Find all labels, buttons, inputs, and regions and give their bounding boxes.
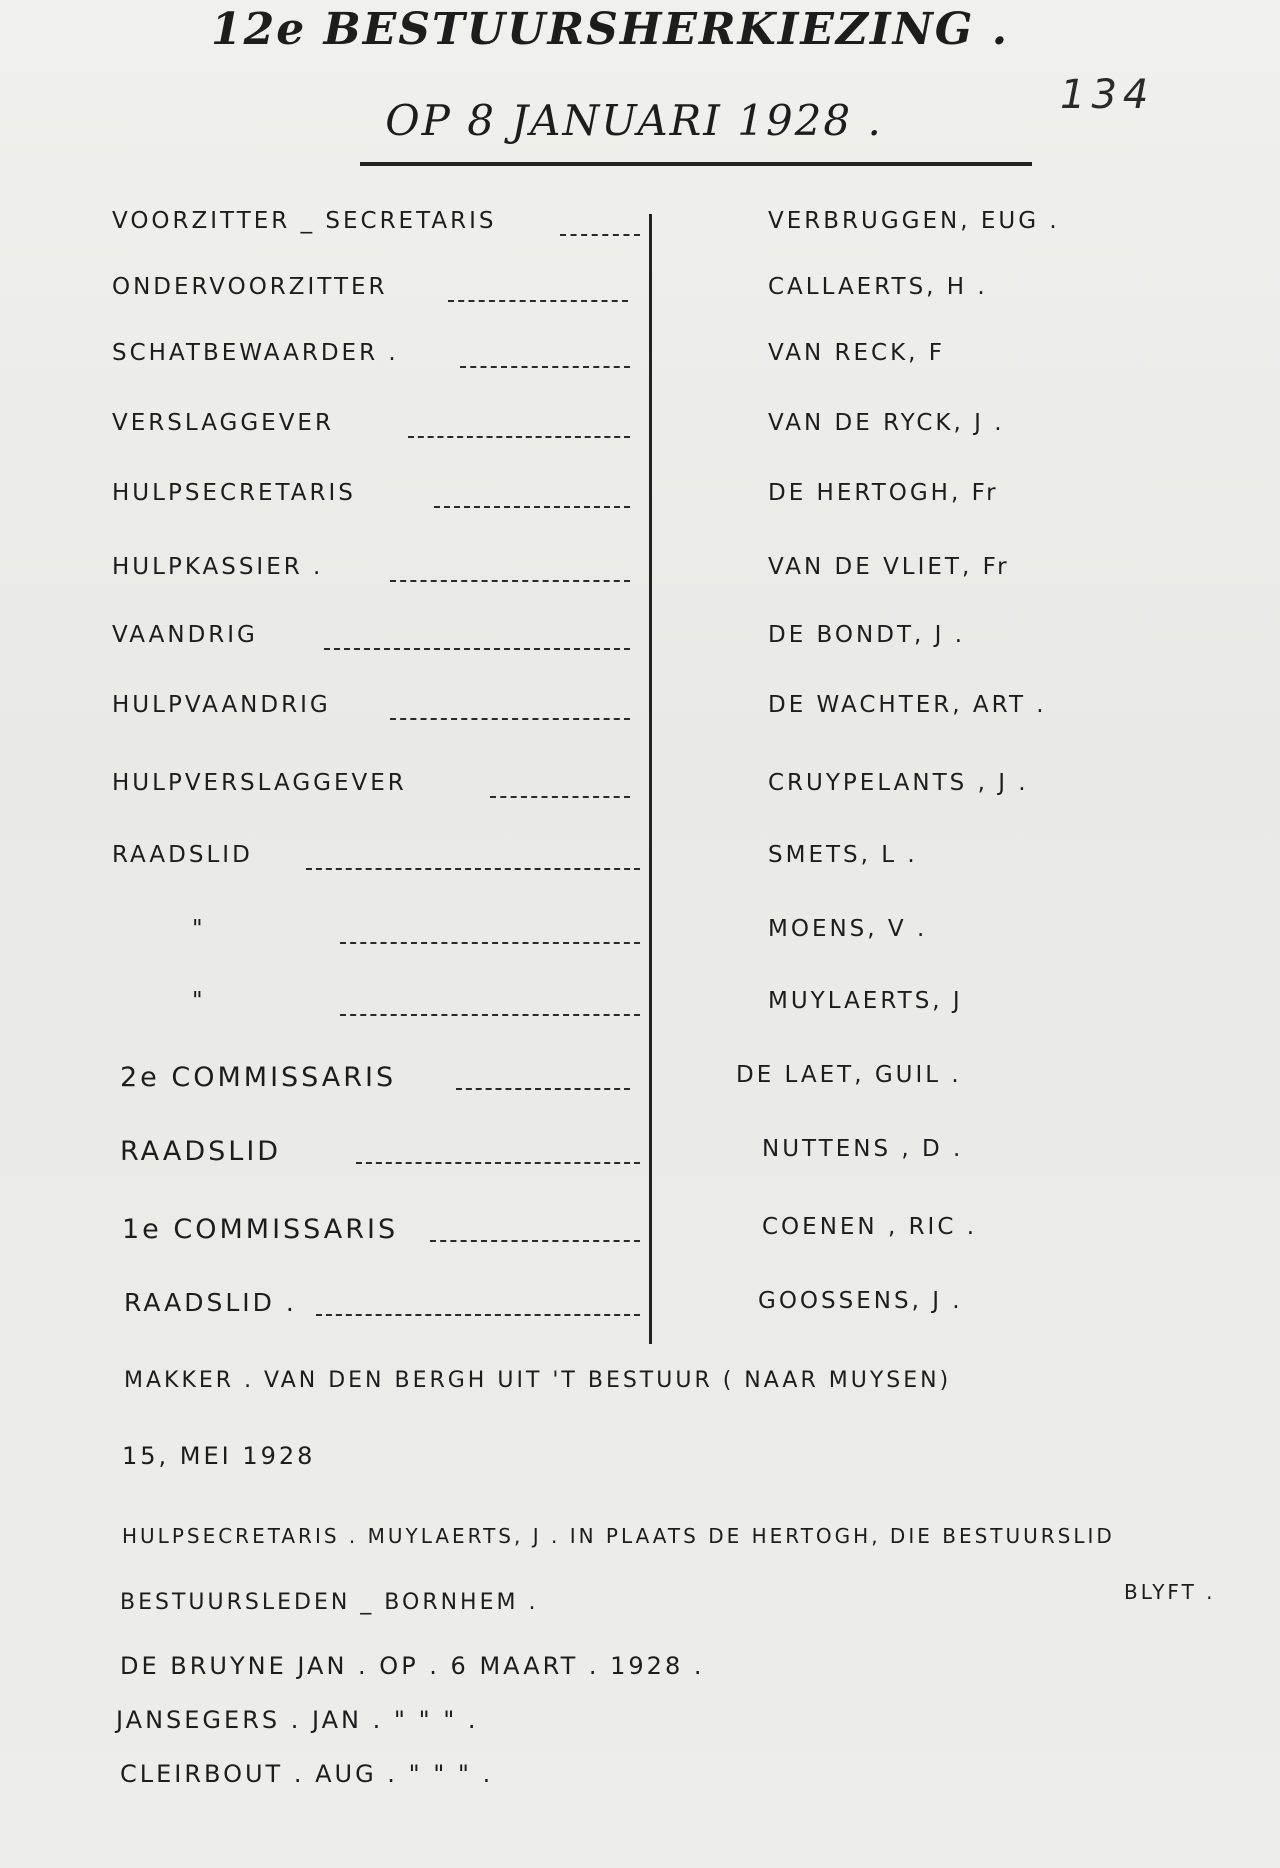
- board-member-name: SMETS, L .: [768, 842, 918, 868]
- board-role: ONDERVOORZITTER: [112, 274, 388, 300]
- dotted-leader: [306, 868, 640, 870]
- board-row: [0, 988, 1280, 1028]
- dotted-leader: [560, 234, 640, 236]
- board-row: [0, 770, 1280, 810]
- board-member-name: DE WACHTER, ART .: [768, 692, 1047, 718]
- board-row: [0, 622, 1280, 662]
- board-member-name: GOOSSENS, J .: [758, 1288, 963, 1314]
- board-role: VERSLAGGEVER: [112, 410, 334, 436]
- dotted-leader: [448, 300, 628, 302]
- board-role: HULPVAANDRIG: [112, 692, 331, 718]
- board-role: HULPVERSLAGGEVER: [112, 770, 407, 796]
- board-role: RAADSLID: [120, 1136, 282, 1167]
- board-row: [0, 208, 1280, 248]
- dotted-leader: [460, 366, 630, 368]
- dotted-leader: [316, 1314, 640, 1316]
- note-member-entry: DE BRUYNE JAN . OP . 6 MAART . 1928 .: [120, 1652, 705, 1680]
- dotted-leader: [390, 580, 630, 582]
- note-replacement: HULPSECRETARIS . MUYLAERTS, J . IN PLAATS DE HERTOGH, DIE BESTUURSLID: [122, 1524, 1115, 1548]
- board-row: [0, 480, 1280, 520]
- page-number: 134: [1060, 72, 1155, 118]
- board-member-name: VERBRUGGEN, EUG .: [768, 208, 1060, 234]
- board-row: [0, 1288, 1280, 1328]
- board-member-name: NUTTENS , D .: [762, 1136, 964, 1162]
- note-bornhem-heading: BESTUURSLEDEN _ BORNHEM .: [120, 1590, 539, 1615]
- board-member-name: CRUYPELANTS , J .: [768, 770, 1029, 796]
- note-member-entry: CLEIRBOUT . AUG . " " " .: [120, 1760, 494, 1788]
- board-row: [0, 554, 1280, 594]
- board-row: [0, 1214, 1280, 1254]
- board-role: HULPKASSIER .: [112, 554, 324, 580]
- dotted-leader: [456, 1088, 630, 1090]
- board-row: [0, 340, 1280, 380]
- dotted-leader: [390, 718, 630, 720]
- board-role: 1e COMMISSARIS: [122, 1214, 399, 1245]
- note-member-entry: JANSEGERS . JAN . " " " .: [116, 1706, 479, 1734]
- ditto-mark: ": [192, 916, 206, 942]
- dotted-leader: [408, 436, 630, 438]
- board-role: RAADSLID: [112, 842, 253, 868]
- board-row: [0, 842, 1280, 882]
- board-row: [0, 916, 1280, 956]
- board-member-name: VAN RECK, F: [768, 340, 946, 366]
- board-member-name: DE BONDT, J .: [768, 622, 966, 648]
- board-member-name: DE HERTOGH, Fr: [768, 480, 999, 506]
- board-role: HULPSECRETARIS: [112, 480, 356, 506]
- board-role: SCHATBEWAARDER .: [112, 340, 399, 366]
- board-role: VAANDRIG: [112, 622, 258, 648]
- note-replacement-continued: BLYFT .: [1124, 1580, 1216, 1604]
- board-row: [0, 692, 1280, 732]
- board-role: VOORZITTER _ SECRETARIS: [112, 208, 497, 234]
- board-member-name: VAN DE VLIET, Fr: [768, 554, 1010, 580]
- board-member-name: VAN DE RYCK, J .: [768, 410, 1005, 436]
- document-subtitle-date: OP 8 JANUARI 1928 .: [385, 96, 883, 145]
- dotted-leader: [490, 796, 630, 798]
- document-title: 12e BESTUURSHERKIEZING .: [210, 4, 1010, 55]
- dotted-leader: [340, 1014, 640, 1016]
- dotted-leader: [324, 648, 630, 650]
- board-row: [0, 1136, 1280, 1176]
- board-row: [0, 274, 1280, 314]
- board-member-name: MUYLAERTS, J: [768, 988, 963, 1014]
- board-member-name: DE LAET, GUIL .: [736, 1062, 962, 1088]
- note-departure: MAKKER . VAN DEN BERGH UIT 'T BESTUUR ( NAAR MUYSEN): [124, 1368, 952, 1393]
- dotted-leader: [340, 942, 640, 944]
- note-date: 15, MEI 1928: [122, 1442, 316, 1470]
- board-member-name: CALLAERTS, H .: [768, 274, 988, 300]
- board-role: RAADSLID .: [124, 1288, 297, 1317]
- board-member-name: COENEN , RIC .: [762, 1214, 978, 1240]
- board-row: [0, 410, 1280, 450]
- ditto-mark: ": [192, 988, 206, 1014]
- board-role: 2e COMMISSARIS: [120, 1062, 397, 1093]
- board-row: [0, 1062, 1280, 1102]
- dotted-leader: [356, 1162, 640, 1164]
- title-underline: [360, 162, 1032, 166]
- dotted-leader: [430, 1240, 640, 1242]
- board-member-name: MOENS, V .: [768, 916, 928, 942]
- dotted-leader: [434, 506, 630, 508]
